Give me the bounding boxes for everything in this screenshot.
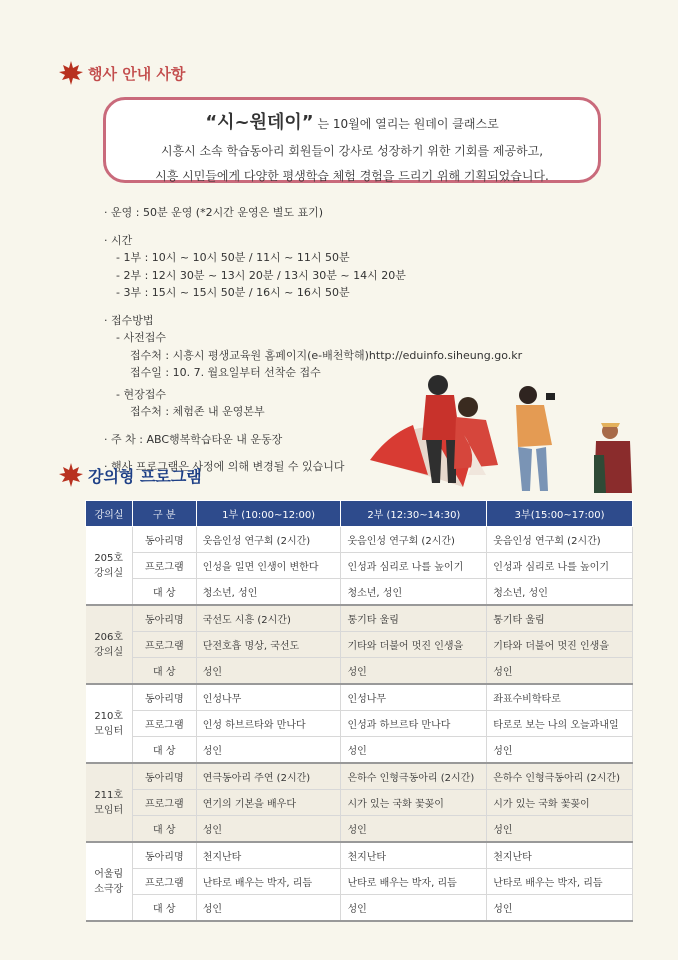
table-row bbox=[86, 711, 633, 737]
table-cell: 청소년, 성인 bbox=[196, 579, 341, 606]
row-label: 동아리명 bbox=[132, 684, 196, 711]
header-session-3: 3부(15:00~17:00) bbox=[487, 501, 633, 527]
table-cell: 성인 bbox=[341, 737, 487, 764]
event-name: “시~원데이” bbox=[205, 112, 314, 133]
table-cell: 성인 bbox=[341, 658, 487, 685]
table-cell: 천지난타 bbox=[341, 842, 487, 869]
row-label: 동아리명 bbox=[132, 842, 196, 869]
intro-line-2: 시흥시 소속 학습동아리 회원들이 강사로 성장하기 위한 기회를 제공하고, bbox=[160, 144, 544, 158]
table-cell: 성인 bbox=[196, 816, 341, 843]
room-group bbox=[86, 763, 633, 842]
header-session-2: 2부 (12:30~14:30) bbox=[341, 501, 487, 527]
table-cell: 웃음인성 연구회 (2시간) bbox=[196, 527, 341, 553]
row-label: 대 상 bbox=[132, 579, 196, 606]
table-row bbox=[86, 842, 633, 869]
table-cell: 성인 bbox=[487, 816, 633, 843]
info-pre-location: 접수처 : 시흥시 평생교육원 홈페이지(e-배천학해)http://eduinfo.siheung.go.kr bbox=[130, 348, 523, 362]
row-label: 대 상 bbox=[132, 816, 196, 843]
table-cell: 연기의 기본을 배우다 bbox=[196, 790, 341, 816]
table-cell: 통기타 울림 bbox=[341, 605, 487, 632]
table-cell: 국선도 시흥 (2시간) bbox=[196, 605, 341, 632]
info-onsite-location: 접수처 : 체험존 내 운영본부 bbox=[130, 405, 265, 418]
table-row bbox=[86, 527, 633, 553]
maple-leaf-icon bbox=[58, 60, 84, 86]
table-cell: 성인 bbox=[196, 658, 341, 685]
row-label: 프로그램 bbox=[132, 790, 196, 816]
maple-leaf-icon bbox=[58, 462, 84, 488]
table-row bbox=[86, 737, 633, 764]
table-row bbox=[86, 632, 633, 658]
info-time-1: - 1부 : 10시 ~ 10시 50분 / 11시 ~ 11시 50분 bbox=[116, 251, 350, 264]
table-row bbox=[86, 816, 633, 843]
row-label: 프로그램 bbox=[132, 553, 196, 579]
room-cell: 205호 강의실 bbox=[86, 527, 133, 606]
section-heading-event-info bbox=[58, 60, 185, 86]
table-row bbox=[86, 684, 633, 711]
info-notice: · 행사 프로그램은 사정에 의해 변경될 수 있습니다 bbox=[104, 460, 345, 473]
section-title: 강의형 프로그램 bbox=[88, 466, 202, 486]
room-group bbox=[86, 605, 633, 684]
table-cell: 난타로 배우는 박자, 리듬 bbox=[487, 869, 633, 895]
info-time-label: · 시간 bbox=[104, 233, 133, 247]
table-cell: 은하수 인형극동아리 (2시간) bbox=[487, 763, 633, 790]
table-cell: 웃음인성 연구회 (2시간) bbox=[487, 527, 633, 553]
info-registration-label: · 접수방법 bbox=[104, 313, 154, 327]
table-row bbox=[86, 895, 633, 922]
info-pre-registration: - 사전접수 bbox=[116, 331, 166, 344]
info-operation: · 운영 : 50분 운영 (*2시간 운영은 별도 표기) bbox=[104, 206, 324, 219]
intro-box bbox=[103, 97, 601, 183]
header-category: 구 분 bbox=[132, 501, 196, 527]
info-parking: · 주 차 : ABC행복학습타운 내 운동장 bbox=[104, 432, 283, 446]
program-table bbox=[85, 500, 633, 922]
room-cell: 211호 모임터 bbox=[86, 763, 133, 842]
table-cell: 인성과 심리로 나를 높이기 bbox=[341, 553, 487, 579]
table-row bbox=[86, 790, 633, 816]
table-cell: 난타로 배우는 박자, 리듬 bbox=[341, 869, 487, 895]
info-time-3: - 3부 : 15시 ~ 15시 50분 / 16시 ~ 16시 50분 bbox=[116, 286, 350, 299]
table-cell: 성인 bbox=[196, 895, 341, 922]
table-cell: 타로로 보는 나의 오늘과내일 bbox=[487, 711, 633, 737]
section-heading-lecture-programs bbox=[58, 462, 202, 488]
table-header-row bbox=[86, 501, 633, 527]
table-cell: 청소년, 성인 bbox=[341, 579, 487, 606]
table-cell: 인성과 하브르타 만나다 bbox=[341, 711, 487, 737]
room-group bbox=[86, 527, 633, 606]
info-time-2: - 2부 : 12시 30분 ~ 13시 20분 / 13시 30분 ~ 14시 20분 bbox=[116, 268, 406, 282]
row-label: 대 상 bbox=[132, 737, 196, 764]
table-cell: 천지난타 bbox=[487, 842, 633, 869]
row-label: 동아리명 bbox=[132, 763, 196, 790]
table-cell: 성인 bbox=[196, 737, 341, 764]
table-cell: 성인 bbox=[487, 895, 633, 922]
intro-line-1: 는 10월에 열리는 원데이 클래스로 bbox=[317, 117, 499, 131]
table-cell: 난타로 배우는 박자, 리듬 bbox=[196, 869, 341, 895]
table-cell: 시가 있는 국화 꽃꽂이 bbox=[341, 790, 487, 816]
table-cell: 천지난타 bbox=[196, 842, 341, 869]
room-group bbox=[86, 684, 633, 763]
table-cell: 청소년, 성인 bbox=[487, 579, 633, 606]
section-title: 행사 안내 사항 bbox=[88, 64, 186, 83]
table-cell: 은하수 인형극동아리 (2시간) bbox=[341, 763, 487, 790]
table-cell: 인성나무 bbox=[196, 684, 341, 711]
room-cell: 206호 강의실 bbox=[86, 605, 133, 684]
table-cell: 인성과 심리로 나를 높이기 bbox=[487, 553, 633, 579]
row-label: 동아리명 bbox=[132, 605, 196, 632]
info-pre-date: 접수일 : 10. 7. 월요일부터 선착순 접수 bbox=[130, 366, 321, 379]
table-cell: 시가 있는 국화 꽃꽂이 bbox=[487, 790, 633, 816]
table-row bbox=[86, 579, 633, 606]
table-row bbox=[86, 658, 633, 685]
table-row bbox=[86, 605, 633, 632]
table-cell: 성인 bbox=[341, 895, 487, 922]
table-cell: 기타와 더불어 멋진 인생을 bbox=[487, 632, 633, 658]
table-cell: 성인 bbox=[487, 658, 633, 685]
table-cell: 성인 bbox=[487, 737, 633, 764]
row-label: 프로그램 bbox=[132, 711, 196, 737]
table-cell: 연극동아리 주연 (2시간) bbox=[196, 763, 341, 790]
table-cell: 인성을 일면 인생이 변한다 bbox=[196, 553, 341, 579]
table-cell: 좌표수비학타로 bbox=[487, 684, 633, 711]
table-cell: 웃음인성 연구회 (2시간) bbox=[341, 527, 487, 553]
table-row bbox=[86, 869, 633, 895]
info-onsite-registration: - 현장접수 bbox=[116, 387, 166, 401]
room-cell: 어울림 소극장 bbox=[86, 842, 133, 921]
row-label: 프로그램 bbox=[132, 632, 196, 658]
row-label: 프로그램 bbox=[132, 869, 196, 895]
intro-line-3: 시흥 시민들에게 다양한 평생학습 체험 경험을 드리기 위해 기획되었습니다. bbox=[155, 169, 549, 183]
table-cell: 인성나무 bbox=[341, 684, 487, 711]
header-room: 강의실 bbox=[86, 501, 133, 527]
room-cell: 210호 모임터 bbox=[86, 684, 133, 763]
row-label: 대 상 bbox=[132, 895, 196, 922]
table-row bbox=[86, 763, 633, 790]
table-cell: 성인 bbox=[341, 816, 487, 843]
people-illustration bbox=[368, 365, 638, 493]
table-cell: 단전호흡 명상, 국선도 bbox=[196, 632, 341, 658]
table-cell: 인성 하브르타와 만나다 bbox=[196, 711, 341, 737]
table-cell: 통기타 울림 bbox=[487, 605, 633, 632]
header-session-1: 1부 (10:00~12:00) bbox=[196, 501, 341, 527]
room-group bbox=[86, 842, 633, 921]
table-cell: 기타와 더불어 멋진 인생을 bbox=[341, 632, 487, 658]
row-label: 대 상 bbox=[132, 658, 196, 685]
row-label: 동아리명 bbox=[132, 527, 196, 553]
table-row bbox=[86, 553, 633, 579]
